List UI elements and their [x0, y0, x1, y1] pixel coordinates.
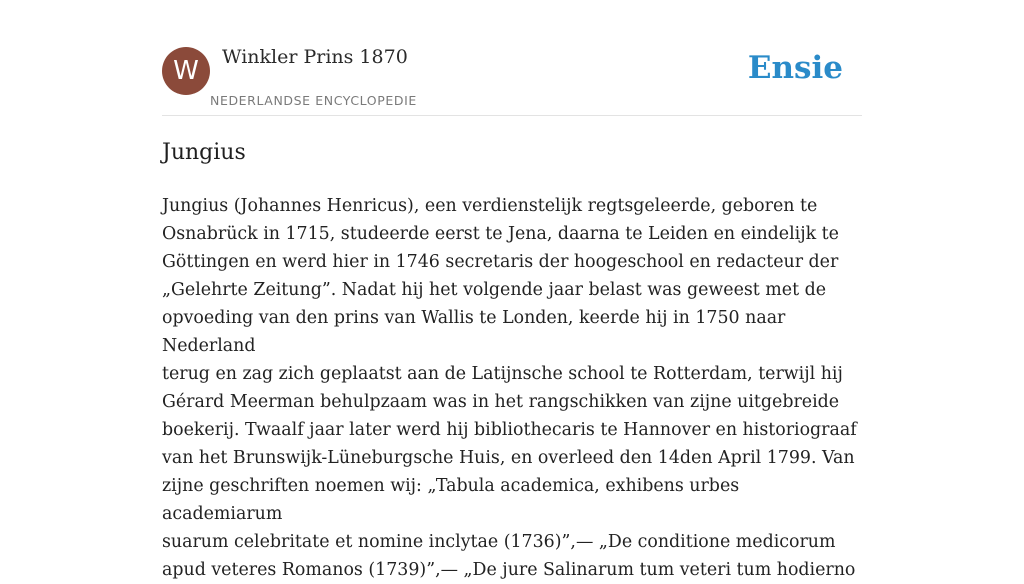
article-line: suarum celebritate et nomine inclytae (1736)”,— „De conditione medicorum: [162, 532, 836, 552]
article-line: apud veteres Romanos (1739)”,— „De jure Salinarum tum veteri tum hodierno: [162, 560, 856, 580]
source-subtitle: NEDERLANDSE ENCYCLOPEDIE: [210, 93, 417, 108]
article-line: Göttingen en werd hier in 1746 secretaris der hoogeschool en redacteur der: [162, 252, 839, 272]
article-line: zijne geschriften noemen wij: „Tabula academica, exhibens urbes academiarum: [162, 476, 740, 524]
article-line: boekerij. Twaalf jaar later werd hij bibliothecaris te Hannover en historiograaf: [162, 420, 857, 440]
header-divider: [162, 115, 862, 116]
article-title: Jungius: [162, 140, 246, 165]
article-line: Gérard Meerman behulpzaam was in het rangschikken van zijne uitgebreide: [162, 392, 840, 412]
article-line: Osnabrück in 1715, studeerde eerst te Jena, daarna te Leiden en eindelijk te: [162, 224, 839, 244]
article-line: opvoeding van den prins van Wallis te Londen, keerde hij in 1750 naar Nederland: [162, 308, 786, 356]
ensie-logo[interactable]: Ensie: [747, 50, 843, 86]
article-line: terug en zag zich geplaatst aan de Latijnsche school te Rotterdam, terwijl hij: [162, 364, 843, 384]
source-avatar[interactable]: W: [162, 47, 210, 95]
article-line: „Gelehrte Zeitung”. Nadat hij het volgende jaar belast was geweest met de: [162, 280, 827, 300]
article-line: Jungius (Johannes Henricus), een verdienstelijk regtsgeleerde, geboren te: [162, 196, 818, 216]
source-title[interactable]: Winkler Prins 1870: [222, 46, 408, 68]
article-line: van het Brunswijk-Lüneburgsche Huis, en overleed den 14den April 1799. Van: [162, 448, 855, 468]
article-body: [162, 192, 862, 584]
